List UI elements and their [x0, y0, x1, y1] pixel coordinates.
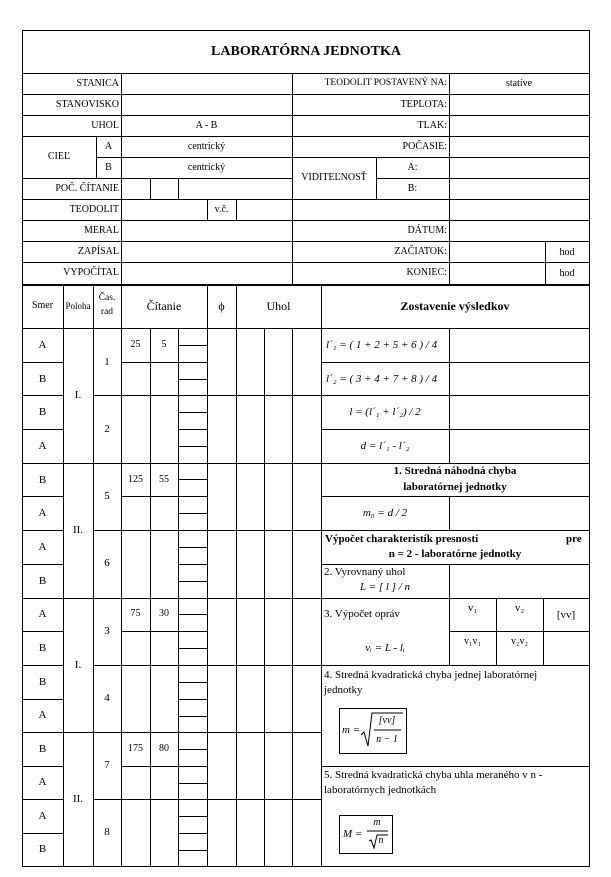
vline	[178, 178, 179, 199]
hline	[321, 530, 590, 531]
hline	[93, 799, 321, 800]
section-3-title: 3. Výpočet opráv	[324, 608, 400, 620]
tick	[178, 479, 207, 480]
tick	[178, 496, 207, 497]
smer-value: B	[38, 642, 47, 654]
ciel-b-label: B	[105, 162, 112, 173]
formula-l2: l´₂ = ( 3 + 4 + 7 + 8 ) / 4	[326, 373, 438, 385]
hline	[321, 395, 590, 396]
border-right	[589, 30, 590, 867]
formula-vyrovnany-uhol: L = [ l ] / n	[359, 581, 410, 593]
col-poloha: Poloha	[65, 301, 91, 311]
poloha-value: I.	[74, 389, 82, 401]
smer-value: B	[38, 743, 47, 755]
hline	[93, 395, 321, 396]
reading-minutes: 80	[159, 743, 169, 754]
tick	[178, 379, 207, 380]
smer-value: A	[38, 709, 47, 721]
tick	[178, 766, 207, 767]
formula-oprava: vᵢ = L - lᵢ	[365, 642, 405, 654]
v2v2-header: v₂v₂	[511, 636, 528, 647]
hline	[22, 665, 63, 666]
hod-label-start: hod	[559, 247, 575, 258]
table-header-bottom	[22, 328, 590, 329]
smer-value: A	[38, 810, 47, 822]
tick	[178, 699, 207, 700]
col-citanie: Čítanie	[146, 299, 182, 313]
label-zaciatok: ZAČIATOK:	[394, 246, 447, 257]
tick	[178, 716, 207, 717]
reading-degrees: 75	[130, 608, 141, 619]
vline	[321, 284, 322, 866]
section-4-title-line2: jednotky	[324, 684, 363, 696]
hline	[93, 530, 321, 531]
v2-header: v₂	[514, 602, 525, 614]
formula-m-denominator: n − 1	[376, 734, 398, 745]
rad-value: 2	[104, 423, 110, 435]
formula-M-lhs: M =	[343, 828, 363, 840]
smer-value: A	[38, 507, 47, 519]
hline	[449, 631, 590, 632]
hline	[22, 241, 590, 242]
vline	[121, 73, 122, 284]
tick	[178, 547, 207, 548]
hline	[22, 395, 63, 396]
vv-header: [vv]	[556, 609, 576, 621]
tick	[178, 749, 207, 750]
hline	[22, 699, 63, 700]
tick	[178, 429, 207, 430]
hline	[22, 199, 590, 200]
viditelnost-b-label: B:	[407, 183, 418, 194]
border-top	[22, 30, 590, 31]
hline	[22, 799, 63, 800]
section-2-title: 2. Vyrovnaný uhol	[324, 566, 406, 578]
vline	[207, 284, 208, 866]
v1v1-header: v₁v₁	[464, 636, 481, 647]
tick	[178, 581, 207, 582]
smer-value: B	[38, 575, 47, 587]
tick	[178, 564, 207, 565]
hline	[22, 530, 63, 531]
vline	[63, 284, 64, 866]
vline	[150, 178, 151, 199]
hline	[321, 598, 590, 599]
tick	[178, 850, 207, 851]
hline	[22, 631, 63, 632]
label-koniec: KONIEC:	[406, 267, 447, 278]
hline	[292, 157, 590, 158]
vline	[236, 284, 237, 866]
vypocet-title-pre: pre	[566, 533, 582, 545]
rad-value: 3	[104, 625, 110, 637]
vline	[121, 284, 122, 866]
tick	[178, 446, 207, 447]
vline	[150, 328, 151, 866]
tick	[178, 783, 207, 784]
label-datum: DÁTUM:	[407, 225, 447, 236]
vypocet-title-line1: Výpočet charakteristík presností	[325, 533, 479, 545]
label-stanovisko: STANOVISKO	[55, 99, 119, 110]
label-teplota: TEPLOTA:	[400, 99, 447, 110]
hline	[22, 564, 63, 565]
label-stanica: STANICA	[76, 78, 119, 89]
title-divider	[22, 73, 590, 74]
hline	[321, 429, 590, 430]
hline	[22, 766, 63, 767]
hline	[22, 732, 321, 733]
section-1-title-line2: laboratórnej jednotky	[403, 481, 507, 493]
vline	[449, 564, 450, 665]
smer-value: A	[38, 339, 47, 351]
rad-value: 6	[104, 557, 110, 569]
vline	[449, 328, 450, 463]
label-poc-citanie: POČ. ČÍTANIE	[55, 183, 119, 194]
smer-value: A	[38, 541, 47, 553]
col-zostavenie: Zostavenie výsledkov	[400, 299, 510, 313]
vline	[93, 284, 94, 866]
smer-value: B	[38, 373, 47, 385]
hline	[121, 362, 178, 363]
smer-value: A	[38, 608, 47, 620]
col-cas-rad-line2: rad	[100, 307, 114, 317]
viditelnost-a-label: A:	[407, 162, 418, 173]
hline	[321, 463, 590, 464]
vline	[292, 328, 293, 866]
poloha-value: II.	[72, 793, 84, 805]
hline	[22, 598, 321, 599]
tick	[178, 816, 207, 817]
reading-minutes: 55	[159, 474, 169, 485]
label-vypocital: VYPOČÍTAL	[63, 267, 119, 278]
label-teodolit: TEODOLIT	[69, 204, 119, 215]
tick	[178, 513, 207, 514]
section-5-title-line1: 5. Stredná kvadratická chyba uhla meraného v n -	[324, 769, 543, 781]
smer-value: A	[38, 440, 47, 452]
reading-minutes: 30	[159, 608, 169, 619]
ciel-b-value: centrický	[187, 162, 226, 173]
vline	[178, 328, 179, 866]
smer-value: A	[38, 776, 47, 788]
smer-value: B	[38, 676, 47, 688]
formula-M-numerator: m	[373, 817, 381, 828]
hline	[93, 665, 321, 666]
label-meral: MERAL	[84, 225, 119, 236]
hline	[22, 136, 590, 137]
label-zapisal: ZAPÍSAL	[77, 246, 119, 257]
label-vc: v.č.	[214, 204, 229, 215]
hline	[321, 362, 590, 363]
vline	[264, 328, 265, 866]
hline	[22, 429, 63, 430]
tick	[178, 648, 207, 649]
label-ciel: CIEĽ	[47, 151, 71, 162]
form-title: LABORATÓRNA JEDNOTKA	[211, 44, 401, 59]
hline	[121, 631, 178, 632]
hline	[22, 220, 590, 221]
label-tlak: TLAK:	[417, 120, 447, 131]
label-pocasie: POČASIE:	[402, 141, 447, 152]
tick	[178, 345, 207, 346]
ciel-a-value: centrický	[187, 141, 226, 152]
vypocet-title-line2: n = 2 - laboratórne jednotky	[388, 548, 522, 560]
hline	[22, 178, 292, 179]
teodolit-postaveny-value: statíve	[505, 78, 533, 89]
hline	[121, 766, 178, 767]
border-bottom	[22, 866, 590, 867]
reading-degrees: 175	[128, 743, 143, 754]
v1-header: v₁	[467, 602, 478, 614]
section-5-title-line2: laboratórnych jednotkách	[324, 784, 437, 796]
hline	[121, 496, 178, 497]
hline	[321, 564, 590, 565]
rad-value: 7	[104, 759, 110, 771]
col-cas-rad-line1: Čas.	[98, 293, 116, 303]
tick	[178, 614, 207, 615]
vline	[236, 199, 237, 220]
rad-value: 4	[104, 692, 110, 704]
hline	[22, 94, 590, 95]
hline	[22, 496, 63, 497]
col-uhol: Uhol	[266, 299, 291, 313]
tick	[178, 412, 207, 413]
rad-value: 5	[104, 490, 110, 502]
vline	[543, 598, 544, 665]
section-1-title-line1: 1. Stredná náhodná chyba	[393, 465, 517, 477]
hline	[321, 496, 590, 497]
hline	[96, 157, 292, 158]
label-viditelnost: VIDITEĽNOSŤ	[301, 172, 367, 183]
hod-label-end: hod	[559, 268, 575, 279]
tick	[178, 362, 207, 363]
rad-value: 1	[104, 356, 110, 368]
smer-value: B	[38, 406, 47, 418]
smer-value: B	[38, 474, 47, 486]
tick	[178, 833, 207, 834]
reading-degrees: 125	[128, 474, 143, 485]
poloha-value: I.	[74, 659, 82, 671]
hline	[22, 362, 63, 363]
smer-value: B	[38, 843, 47, 855]
hline	[321, 766, 590, 767]
vline	[449, 73, 450, 284]
poloha-value: II.	[72, 524, 84, 536]
hline	[376, 178, 590, 179]
formula-m-lhs: m =	[342, 724, 361, 736]
section-4-title-line1: 4. Stredná kvadratická chyba jednej laboratórnej	[324, 669, 538, 681]
tick	[178, 682, 207, 683]
formula-l: l = (l´₁ + l´₂) / 2	[349, 406, 421, 418]
col-smer: Smer	[31, 300, 54, 311]
header-bottom-line	[22, 284, 590, 286]
formula-l1: l´₁ = ( 1 + 2 + 5 + 6 ) / 4	[326, 339, 438, 351]
hline	[22, 115, 590, 116]
hline	[22, 833, 63, 834]
reading-degrees: 25	[130, 339, 141, 350]
formula-M-denominator: n	[378, 835, 384, 846]
label-uhol: UHOL	[91, 120, 119, 131]
formula-m-numerator: [vv]	[378, 715, 396, 726]
formula-m0: m₀ = d / 2	[362, 507, 408, 519]
uhol-value: A - B	[195, 120, 218, 131]
col-phi: ϕ	[218, 299, 225, 313]
ciel-a-label: A	[104, 141, 113, 152]
hline	[321, 665, 590, 666]
hline	[22, 262, 590, 263]
tick	[178, 631, 207, 632]
label-teodolit-postaveny: TEODOLIT POSTAVENÝ NA:	[324, 78, 447, 88]
vline	[449, 496, 450, 530]
reading-minutes: 5	[161, 339, 167, 350]
hline	[22, 463, 321, 464]
rad-value: 8	[104, 826, 110, 838]
formula-d: d = l´₁ - l´₂	[360, 440, 410, 452]
